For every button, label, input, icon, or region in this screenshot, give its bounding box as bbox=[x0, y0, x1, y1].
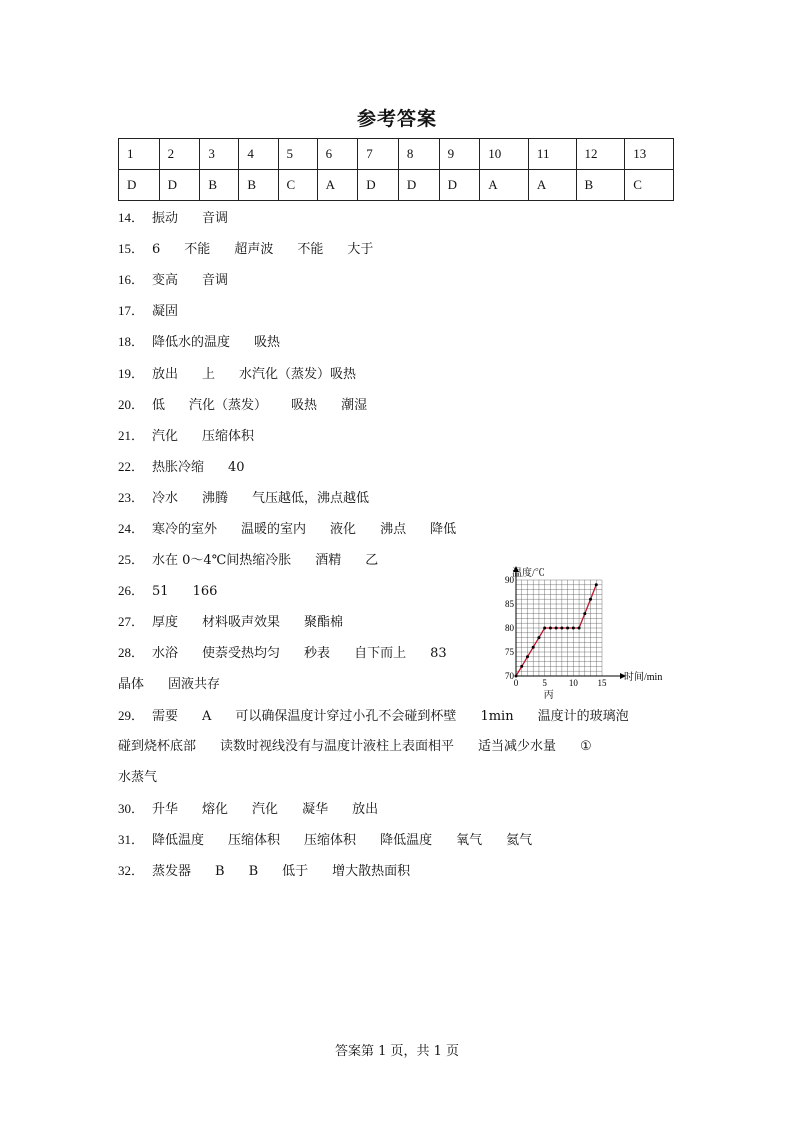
table-cell: 4 bbox=[239, 139, 278, 170]
answer-line bbox=[118, 239, 397, 259]
answer-text: 6 bbox=[152, 242, 161, 257]
table-cell: A bbox=[528, 170, 576, 201]
answer-text: 不能 bbox=[184, 242, 211, 257]
table-cell: 7 bbox=[358, 139, 399, 170]
answer-text: 音调 bbox=[202, 273, 229, 288]
table-cell: 1 bbox=[119, 139, 160, 170]
answer-text: 熔化 bbox=[202, 802, 229, 817]
answer-text: 寒冷的室外 bbox=[152, 522, 218, 537]
answer-line bbox=[118, 550, 402, 570]
answer-text: 增大散热面积 bbox=[332, 864, 411, 879]
question-number: 28． bbox=[118, 645, 145, 660]
data-point bbox=[595, 583, 598, 586]
answer-line bbox=[118, 364, 380, 384]
table-row-numbers bbox=[119, 139, 674, 170]
answer-text: 蒸发器 bbox=[152, 864, 192, 879]
answer-text: 上 bbox=[202, 367, 216, 382]
answer-text: 降低温度 bbox=[380, 833, 433, 848]
answer-line bbox=[118, 301, 202, 321]
answer-line bbox=[118, 675, 244, 695]
answer-line bbox=[118, 208, 252, 228]
answer-text: 降低水的温度 bbox=[152, 335, 231, 350]
chart-caption: 丙 bbox=[543, 690, 554, 701]
answer-text: 汽化 bbox=[252, 802, 279, 817]
y-tick-label: 75 bbox=[505, 647, 514, 657]
y-tick-label: 85 bbox=[505, 599, 514, 609]
answer-text: 碰到烧杯底部 bbox=[118, 739, 197, 754]
question-number: 15． bbox=[118, 241, 145, 256]
question-number: 19． bbox=[118, 366, 145, 381]
answer-text: 压缩体积 bbox=[304, 833, 357, 848]
table-cell: 9 bbox=[439, 139, 480, 170]
answer-text: 冷水 bbox=[152, 491, 179, 506]
answer-text: 变高 bbox=[152, 273, 179, 288]
table-cell: D bbox=[119, 170, 160, 201]
answer-text: 氦气 bbox=[506, 833, 533, 848]
data-point bbox=[560, 627, 563, 630]
answer-text: B bbox=[248, 864, 259, 879]
temperature-time-chart bbox=[496, 558, 676, 704]
x-axis-label: 时间/min bbox=[624, 672, 663, 683]
table-cell: 8 bbox=[398, 139, 439, 170]
answer-text: 晶体 bbox=[118, 677, 145, 692]
table-cell: D bbox=[358, 170, 399, 201]
answer-text: 液化 bbox=[330, 522, 357, 537]
answer-text: 凝华 bbox=[302, 802, 329, 817]
answer-text: 大于 bbox=[347, 242, 374, 257]
answer-text: 1min bbox=[480, 709, 514, 724]
answer-text: 不能 bbox=[297, 242, 324, 257]
answer-text: 凝固 bbox=[152, 304, 179, 319]
answer-text: 自下而上 bbox=[354, 646, 407, 661]
page-footer: 答案第 1 页，共 1 页 bbox=[334, 1044, 460, 1059]
answer-line bbox=[118, 799, 402, 819]
answer-text: 低 bbox=[152, 398, 166, 413]
question-number: 24． bbox=[118, 521, 145, 536]
answer-text: 汽化 bbox=[152, 429, 179, 444]
answer-line bbox=[118, 395, 391, 415]
table-cell: C bbox=[278, 170, 317, 201]
page-title: 参考答案 bbox=[356, 108, 437, 130]
answer-line bbox=[118, 457, 269, 477]
answer-text: ① bbox=[580, 739, 592, 754]
question-number: 16． bbox=[118, 272, 145, 287]
question-number: 14． bbox=[118, 210, 145, 225]
table-cell: 2 bbox=[159, 139, 200, 170]
answer-text: 40 bbox=[228, 460, 245, 475]
y-tick-label: 90 bbox=[505, 575, 514, 585]
question-number: 31． bbox=[118, 832, 145, 847]
answer-text: 超声波 bbox=[234, 242, 274, 257]
answer-line bbox=[118, 488, 393, 508]
x-tick-label: 0 bbox=[513, 678, 519, 688]
answer-text: 166 bbox=[192, 584, 218, 599]
question-number: 20． bbox=[118, 397, 145, 412]
answer-text: 聚酯棉 bbox=[304, 615, 344, 630]
answer-text: 压缩体积 bbox=[228, 833, 281, 848]
answer-text: 振动 bbox=[152, 211, 179, 226]
x-tick-label: 15 bbox=[597, 678, 607, 688]
answer-text: 水在 0～4℃间热缩冷胀 bbox=[152, 553, 292, 568]
answer-text: 放出 bbox=[352, 802, 379, 817]
answer-text: 升华 bbox=[152, 802, 179, 817]
answer-text: 需要 bbox=[152, 709, 179, 724]
table-cell: A bbox=[480, 170, 529, 201]
answer-text: 适当减少水量 bbox=[478, 739, 557, 754]
y-axis-label: 温度/℃ bbox=[512, 568, 545, 579]
answer-text: 厚度 bbox=[152, 615, 179, 630]
table-cell: D bbox=[439, 170, 480, 201]
answer-text: 沸腾 bbox=[202, 491, 229, 506]
question-number: 25． bbox=[118, 552, 145, 567]
answer-text: 热胀冷缩 bbox=[152, 460, 205, 475]
data-point bbox=[566, 627, 569, 630]
data-point bbox=[526, 655, 529, 658]
question-number: 23． bbox=[118, 490, 145, 505]
data-point bbox=[555, 627, 558, 630]
answer-line bbox=[118, 519, 480, 539]
answer-text: 水蒸气 bbox=[118, 770, 158, 785]
answer-text: 潮湿 bbox=[341, 398, 368, 413]
answer-line bbox=[118, 861, 434, 881]
data-point bbox=[520, 665, 523, 668]
answer-text: B bbox=[215, 864, 225, 879]
answer-text: 固液共存 bbox=[168, 677, 221, 692]
answer-text: 51 bbox=[152, 584, 169, 599]
question-number: 18． bbox=[118, 334, 145, 349]
answer-text: 压缩体积 bbox=[202, 429, 255, 444]
answer-text: 氧气 bbox=[456, 833, 483, 848]
answer-text: 读数时视线没有与温度计液柱上表面相平 bbox=[220, 739, 455, 754]
answer-text: 秒表 bbox=[304, 646, 331, 661]
table-cell: D bbox=[159, 170, 200, 201]
table-row-answers bbox=[119, 170, 674, 201]
data-point bbox=[515, 675, 518, 678]
table-cell: 11 bbox=[528, 139, 576, 170]
table-cell: 10 bbox=[480, 139, 529, 170]
table-cell: B bbox=[239, 170, 278, 201]
data-point bbox=[583, 612, 586, 615]
answer-text: 可以确保温度计穿过小孔不会碰到杯壁 bbox=[235, 709, 457, 724]
table-cell: 13 bbox=[625, 139, 674, 170]
question-number: 29． bbox=[118, 708, 145, 723]
answer-text: A bbox=[202, 709, 212, 724]
data-point bbox=[537, 636, 540, 639]
y-tick-label: 80 bbox=[505, 623, 514, 633]
answer-text: 材料吸声效果 bbox=[202, 615, 281, 630]
question-number: 27． bbox=[118, 614, 145, 629]
answer-line bbox=[118, 643, 471, 663]
x-tick-label: 5 bbox=[542, 678, 547, 688]
data-point bbox=[572, 627, 575, 630]
answer-text: 沸点 bbox=[380, 522, 407, 537]
x-tick-label: 10 bbox=[568, 678, 578, 688]
answer-line bbox=[118, 426, 278, 446]
answer-line bbox=[118, 830, 556, 850]
answer-text: 放出 bbox=[152, 367, 179, 382]
answer-line bbox=[118, 332, 304, 352]
answer-text: 气压越低，沸点越低 bbox=[252, 491, 370, 506]
question-number: 17． bbox=[118, 303, 145, 318]
data-point bbox=[578, 627, 581, 630]
answer-line bbox=[118, 581, 241, 601]
answer-text: 乙 bbox=[365, 553, 379, 568]
answer-text: 温暖的室内 bbox=[241, 522, 307, 537]
answer-text: 吸热 bbox=[291, 398, 318, 413]
question-number: 26． bbox=[118, 583, 145, 598]
answer-text: 温度计的玻璃泡 bbox=[537, 709, 629, 724]
answer-line bbox=[118, 706, 653, 726]
question-number: 30． bbox=[118, 801, 145, 816]
answer-text: 水浴 bbox=[152, 646, 179, 661]
y-tick-label: 70 bbox=[505, 671, 514, 681]
answer-text: 酒精 bbox=[315, 553, 342, 568]
data-point bbox=[549, 627, 552, 630]
answer-text: 吸热 bbox=[254, 335, 281, 350]
answer-line bbox=[118, 768, 181, 788]
answer-table bbox=[118, 138, 674, 201]
answer-line bbox=[118, 737, 616, 757]
answer-text: 降低温度 bbox=[152, 833, 205, 848]
answer-line bbox=[118, 612, 367, 632]
data-point bbox=[532, 646, 535, 649]
question-number: 32． bbox=[118, 863, 145, 878]
table-cell: B bbox=[200, 170, 239, 201]
table-cell: B bbox=[576, 170, 625, 201]
table-cell: A bbox=[317, 170, 358, 201]
table-cell: 12 bbox=[576, 139, 625, 170]
answer-text: 降低 bbox=[430, 522, 457, 537]
question-number: 22． bbox=[118, 459, 145, 474]
answer-text: 使萘受热均匀 bbox=[202, 646, 281, 661]
answer-text: 水汽化（蒸发）吸热 bbox=[239, 367, 357, 382]
data-point bbox=[589, 598, 592, 601]
answer-text: 汽化（蒸发） bbox=[189, 398, 268, 413]
question-number: 21． bbox=[118, 428, 145, 443]
data-point bbox=[543, 627, 546, 630]
answer-text: 音调 bbox=[202, 211, 229, 226]
table-cell: 3 bbox=[200, 139, 239, 170]
table-cell: 5 bbox=[278, 139, 317, 170]
table-cell: 6 bbox=[317, 139, 358, 170]
table-cell: C bbox=[625, 170, 674, 201]
answer-line bbox=[118, 270, 252, 290]
answer-text: 低于 bbox=[282, 864, 309, 879]
table-cell: D bbox=[398, 170, 439, 201]
answer-text: 83 bbox=[430, 646, 447, 661]
